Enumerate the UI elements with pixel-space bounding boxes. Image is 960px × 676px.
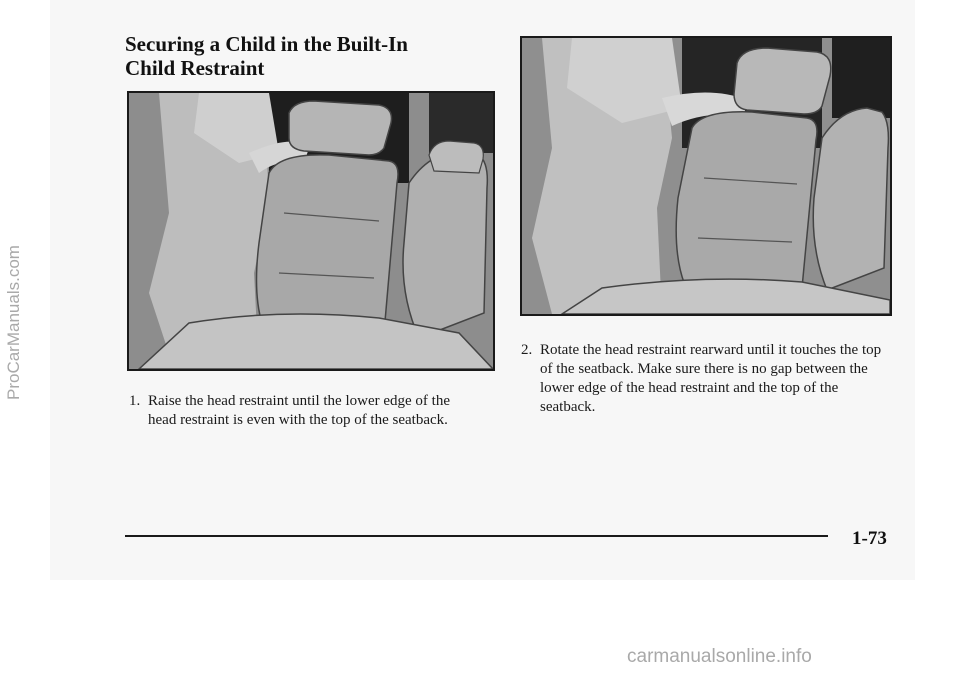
instruction-step-1	[129, 392, 479, 430]
instruction-step-2	[521, 341, 891, 417]
step-number: 1.	[129, 393, 141, 409]
section-title: Securing a Child in the Built-In Child Restraint	[125, 32, 408, 80]
side-watermark: ProCarManuals.com	[4, 245, 23, 400]
step-text: Rotate the head restraint rearward until it touches the top of the seatback. Make sure there is no gap between the lower edge of the head restraint and the top of the seatback.	[540, 342, 882, 415]
bottom-watermark: carmanualsonline.info	[627, 646, 812, 667]
footer-rule	[125, 535, 828, 537]
illustration-raise-head-restraint	[127, 91, 495, 371]
step-number: 2.	[521, 342, 533, 358]
illustration-rotate-head-restraint	[520, 36, 892, 316]
page-number: 1-73	[852, 528, 887, 549]
step-text: Raise the head restraint until the lower edge of the head restraint is even with the top of the seatback.	[148, 393, 450, 428]
